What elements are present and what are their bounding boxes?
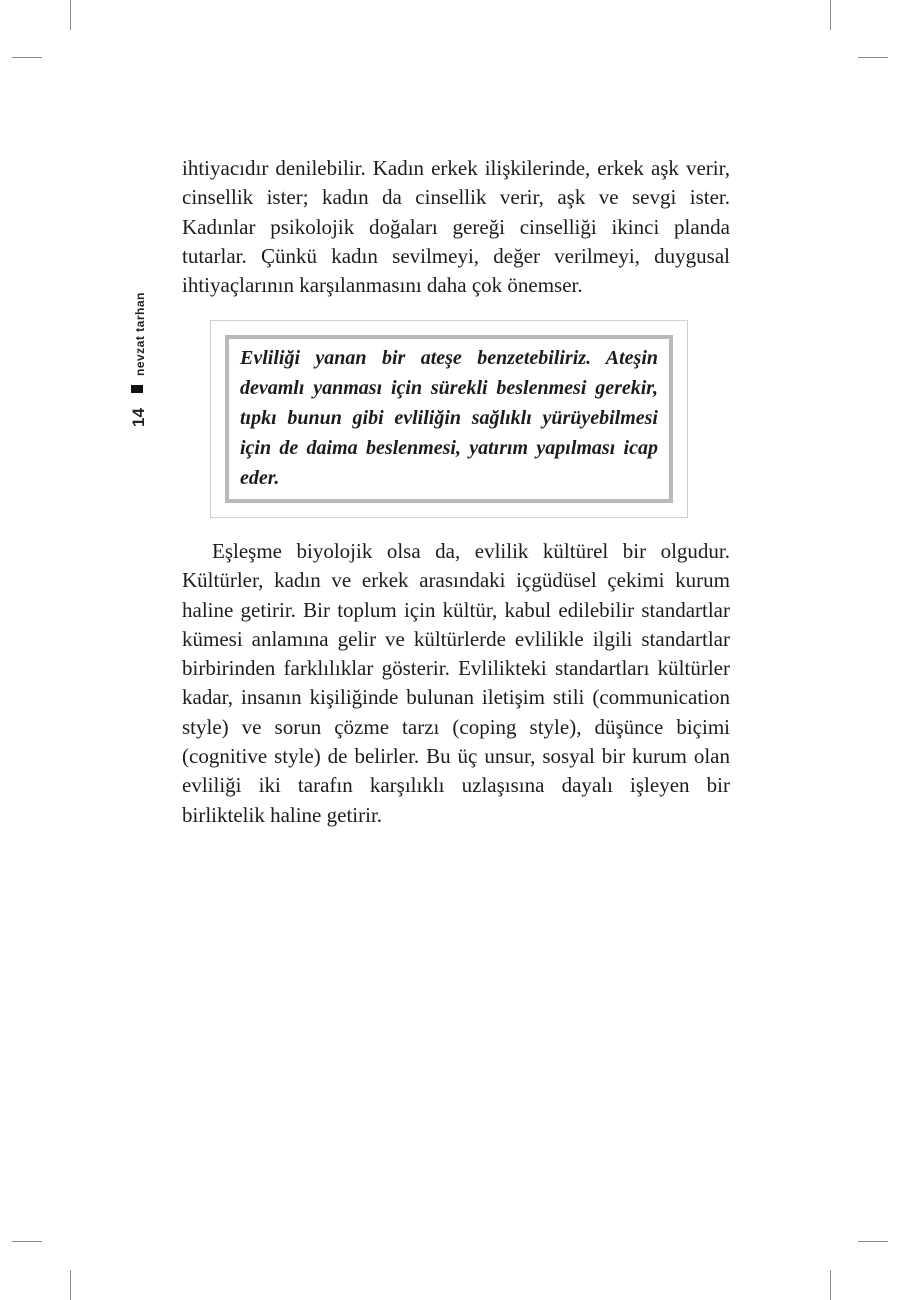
crop-mark-bottom-right-vertical bbox=[830, 1270, 831, 1300]
page-number bbox=[127, 405, 163, 425]
crop-mark-bottom-right-horizontal bbox=[858, 1241, 888, 1242]
pull-quote-text: Evliliği yanan bir ateşe benzetebiliriz. Ateşin devamlı yanması için sürekli beslenmesi gerekir, tıpkı bunun gibi evliliğin sağlıklı yürüyebilmesi için de daima beslenmesi, yatırım yapılması icap eder. bbox=[240, 347, 658, 489]
crop-mark-top-left-vertical bbox=[70, 0, 71, 30]
running-head-marker bbox=[131, 385, 143, 393]
body-paragraph-2: Eşleşme biyolojik olsa da, evlilik kültürel bir olgudur. Kültürler, kadın ve erkek arasındaki içgüdüsel çekimi kurum haline getirir. Bir toplum için kültür, kabul edilebilir standartlar kümesi anlamına gelir ve kültürlerde evlilikle ilgili standartlar birbirinden farklılıklar gösterir. Evlilikteki standartları kültürler kadar, insanın kişiliğinde bulunan iletişim stili (communication style) ve sorun çözme tarzı (coping style), düşünce biçimi (cognitive style) de belirler. Bu üç unsur, sosyal bir kurum olan evliliği iki tarafın karşılıklı uzlaşısına dayalı işleyen bir birliktelik haline getirir. bbox=[182, 539, 730, 827]
body-paragraph-1: ihtiyacıdır denilebilir. Kadın erkek ilişkilerinde, erkek aşk verir, cinsellik ister; kadın da cinsellik verir, aşk ve sevgi ister. Kadınlar psikolojik doğaları gereği cinselliği ikinci planda tutarlar. Çünkü kadın sevilmeyi, değer verilmeyi, duygusal ihtiyaçlarının karşılanmasını daha çok önemser. bbox=[182, 156, 730, 298]
crop-mark-top-left-horizontal bbox=[12, 57, 42, 58]
running-head-author-text: nevzat tarhan bbox=[133, 292, 147, 376]
crop-mark-top-right-horizontal bbox=[858, 57, 888, 58]
page-number-text: 14 bbox=[129, 408, 148, 427]
crop-mark-bottom-left-horizontal bbox=[12, 1241, 42, 1242]
crop-mark-bottom-left-vertical bbox=[70, 1270, 71, 1300]
running-head-author bbox=[131, 292, 151, 378]
crop-mark-top-right-vertical bbox=[830, 0, 831, 30]
